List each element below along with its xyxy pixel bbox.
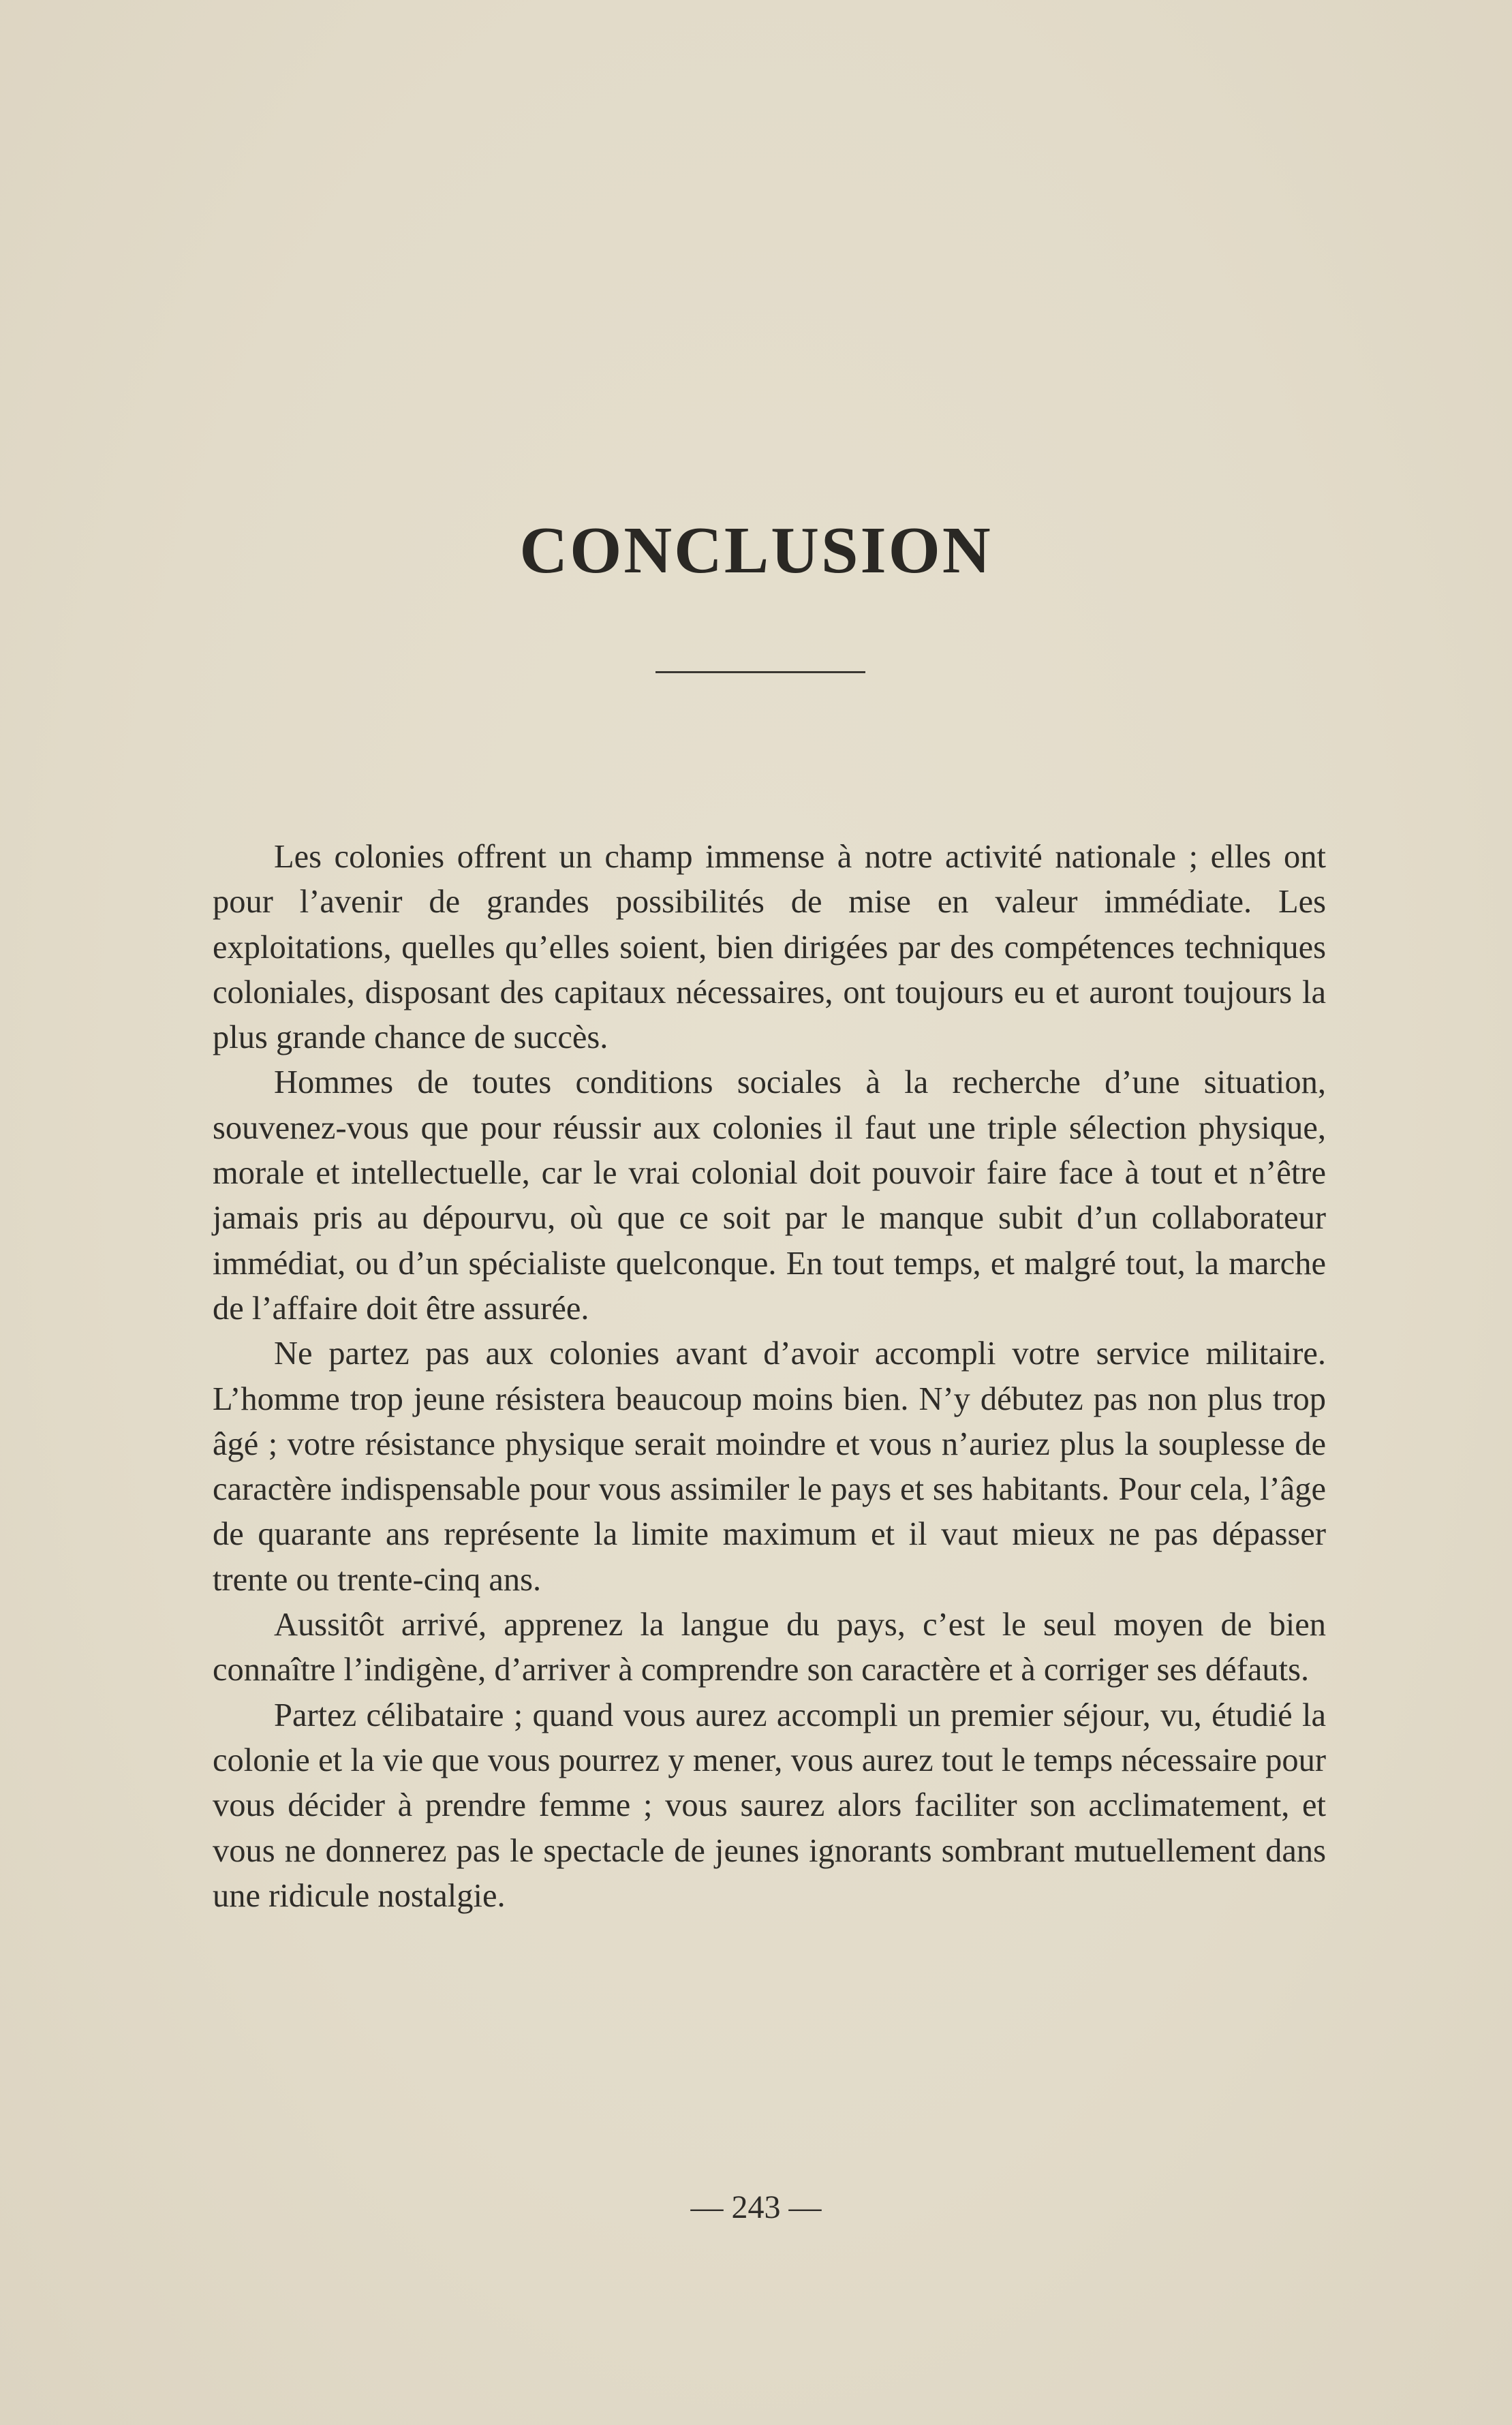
body-text [213, 835, 1326, 1919]
paragraph: Partez célibataire ; quand vous aurez accompli un premier séjour, vu, étudié la colonie et la vie que vous pourrez y mener, vous aurez tout le temps nécessaire pour vous décider à prendre femme ; vous saurez alors faciliter son acclimatement, et vous ne donnerez pas le spectacle de jeunes ignorants sombrant mutuellement dans une ridicule nostalgie. [213, 1697, 1326, 1914]
page-title: CONCLUSION [519, 514, 993, 587]
title-divider [655, 671, 865, 673]
paragraph: Aussitôt arrivé, apprenez la langue du pays, c’est le seul moyen de bien connaître l’indigène, d’arriver à comprendre son caractère et à corriger ses défauts. [213, 1607, 1326, 1688]
paragraph: Les colonies offrent un champ immense à notre activité nationale ; elles ont pour l’avenir de grandes possibilités de mise en valeur immédiate. Les exploitations, quelles qu’elles soient, bien dirigées par des compétences techniques coloniales, disposant des capitaux nécessaires, ont toujours eu et auront toujours la plus grande chance de succès. [213, 839, 1326, 1056]
paragraph: Hommes de toutes conditions sociales à la recherche d’une situation, souvenez-vous que pour réussir aux colonies il faut une triple sélection physique, morale et intellectuelle, car le vrai colonial doit pouvoir faire face à tout et n’être jamais pris au dépourvu, où que ce soit par le manque subit d’un collaborateur immédiat, ou d’un spécialiste quelconque. En tout temps, et malgré tout, la marche de l’affaire doit être assurée. [213, 1064, 1326, 1327]
paragraph: Ne partez pas aux colonies avant d’avoir accompli votre service militaire. L’homme trop jeune résistera beaucoup moins bien. N’y débutez pas non plus trop âgé ; votre résistance physique serait moindre et vous n’auriez plus la souplesse de caractère indispensable pour vous assimiler le pays et ses habitants. Pour cela, l’âge de quarante ans représente la limite maximum et il vaut mieux ne pas dépasser trente ou trente-cinq ans. [213, 1335, 1326, 1598]
page-number: — 243 — [690, 2189, 822, 2225]
